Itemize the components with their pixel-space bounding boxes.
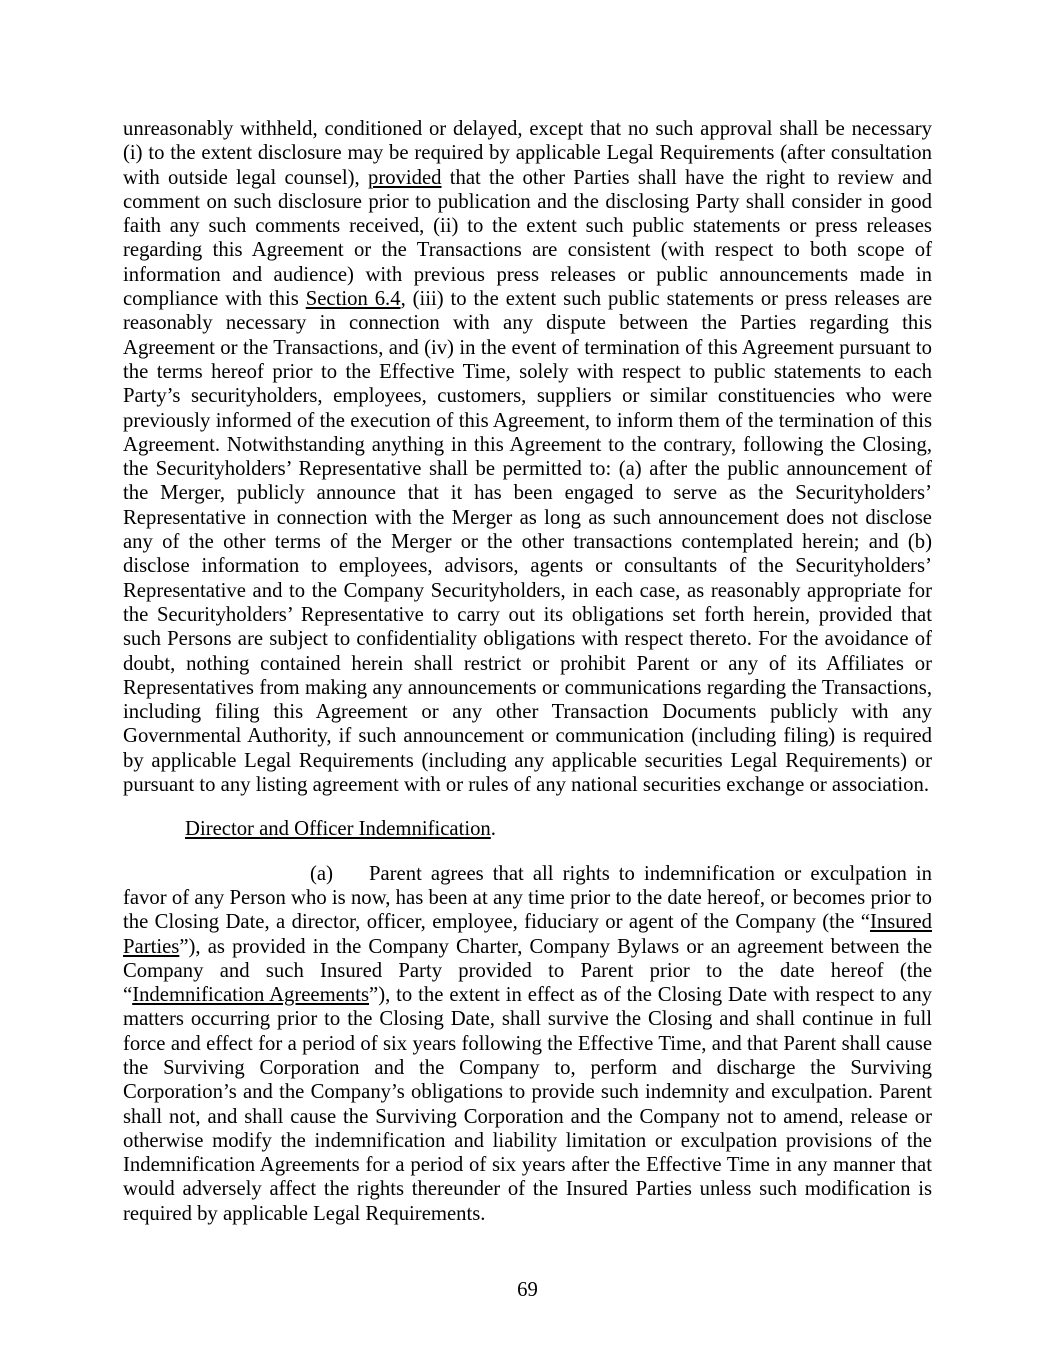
text-run: ”), to the extent in effect as of the Closing Date with respect to any matters occurring prior to the Closing Date, shall survive the Closing and shall continue in full force and effect for a period of six years following the Effective Time, and that Parent shall cause the Surviving Corporation and the Company to, perform and discharge the Surviving Corporation’s and the Company’s obligations to provide such indemnity and exculpation. Parent shall not, and shall cause the Surviving Corporation and the Company not to amend, release or otherwise modify the indemnification and liability limitation or exculpation provisions of the Indemnification Agreements for a period of six years after the Effective Time in any manner that would adversely affect the rights thereunder of the Insured Parties unless such modification is required by applicable Legal Requirements. bbox=[123, 984, 933, 1225]
text-run: ”), as provided in the Company Charter, Company Bylaws or an agreement between the Company and such Insured Party provided to Parent prior to the date hereof (the “ bbox=[123, 935, 932, 1007]
underlined-run: Indemnification Agreements bbox=[132, 984, 370, 1007]
page-number: 69 bbox=[517, 1279, 538, 1301]
underlined-run: Section 6.4 bbox=[305, 288, 401, 311]
text-run: Parent agrees that all rights to indemnification or exculpation in favor of any Person who is now, has been at any time prior to the date hereof, or becomes prior to the Closing Date, a director, officer, employee, fiduciary or agent of the Company (the “ bbox=[123, 862, 932, 934]
underlined-run: Director and Officer Indemnification bbox=[185, 818, 491, 841]
text-run: unreasonably withheld, conditioned or delayed, except that no such approval shall be necessary (i) to the extent disclosure may be required by applicable Legal Requirements (after consultation with outside legal counsel), bbox=[123, 118, 932, 189]
document-body bbox=[123, 117, 932, 1226]
text-run: , (iii) to the extent such public statements or press releases are reasonably necessary in connection with any dispute between the Parties regarding this Agreement or the Transactions, and (iv) in the event of termination of this Agreement pursuant to the terms hereof prior to the Effective Time, solely with respect to public statements to each Party’s securityholders, employees, customers, suppliers or similar constituencies who were previously informed of the execution of this Agreement, to inform them of the termination of this Agreement. Notwithstanding anything in this Agreement to the contrary, following the Closing, the Securityholders’ Representative shall be permitted to: (a) after the public announcement of the Merger, publicly announce that it has been engaged to serve as the Securityholders’ Representative in connection with the Merger as long as such announcement does not disclose any of the other terms of the Merger or the other transactions contemplated herein; and (b) disclose information to employees, advisors, agents or consultants of the Securityholders’ Representative and to the Company Securityholders, in each case, as reasonably appropriate for the Securityholders’ Representative to carry out its obligations set forth herein, provided that such Persons are subject to confidentiality obligations with respect thereto. For the avoidance of doubt, nothing contained herein shall restrict or prohibit Parent or any of its Affiliates or Representatives from making any announcements or communications regarding the Transactions, including filing this Agreement or any other Transaction Documents publicly with any Governmental Authority, if such announcement or communication (including filing) is required by applicable Legal Requirements (including any applicable securities Legal Requirements) or pursuant to any listing agreement with or rules of any national securities exchange or association. bbox=[123, 288, 933, 797]
text-run: that the other Parties shall have the right to review and comment on such disclosure prior to publication and the disclosing Party shall consider in good faith any such comments received, (ii) to the extent such public statements or press releases regarding this Agreement or the Transactions are consistent (with respect to both scope of information and audience) with previous press releases or public announcements made in compliance with this bbox=[123, 166, 932, 311]
subsection-a-paragraph bbox=[123, 862, 932, 1226]
underlined-run: provided bbox=[367, 166, 442, 189]
text-run: . bbox=[490, 818, 496, 841]
text-run: (a) bbox=[310, 862, 333, 885]
body-paragraph bbox=[123, 117, 932, 797]
section-heading bbox=[123, 817, 932, 841]
underlined-run: Insured Parties bbox=[123, 911, 932, 958]
